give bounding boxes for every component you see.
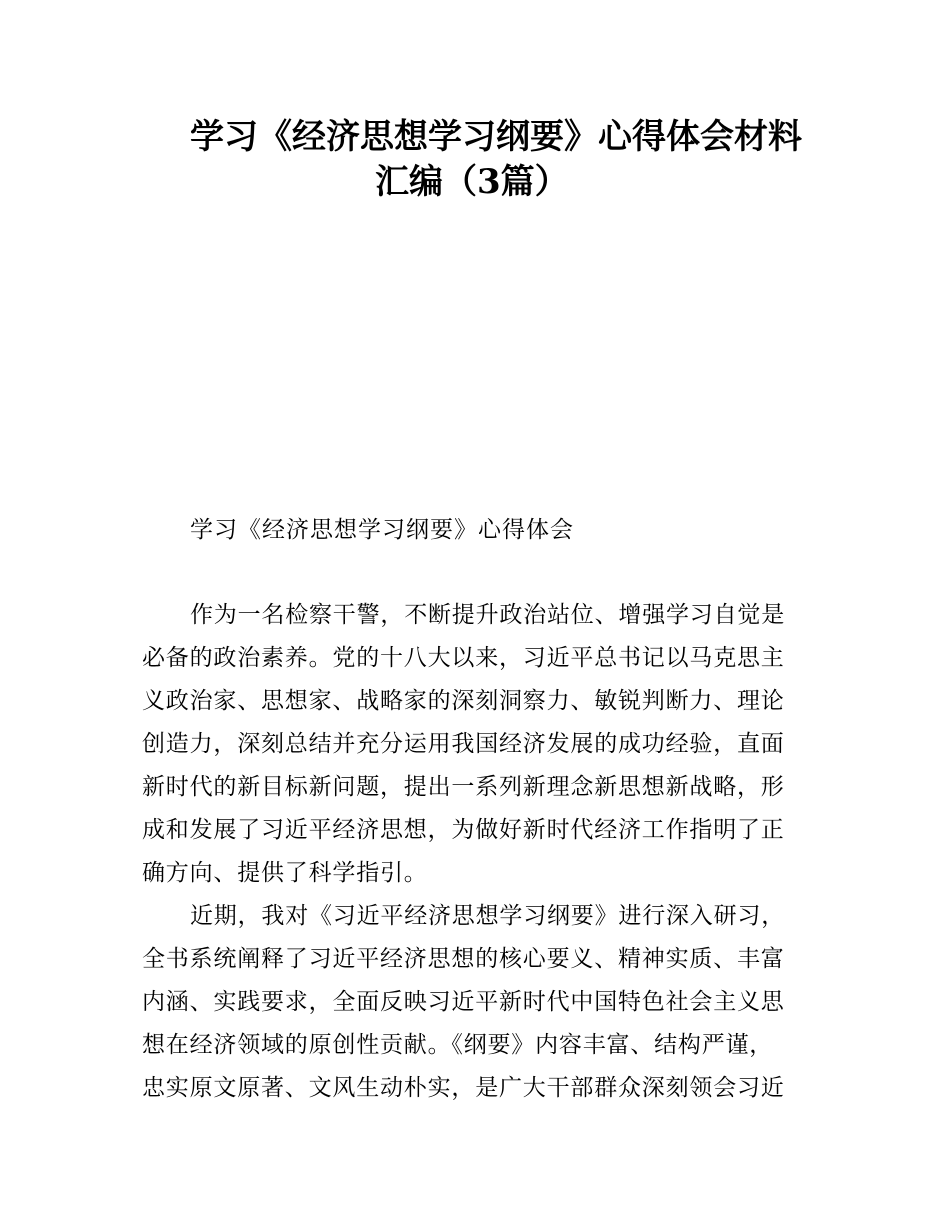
paragraph-line: 内涵、实践要求，全面反映习近平新时代中国特色社会主义思 [142,989,785,1015]
paragraph-line: 作为一名检察干警，不断提升政治站位、增强学习自觉是 [190,602,785,628]
paragraph-1 [142,594,810,895]
paragraph-line: 新时代的新目标新问题，提出一系列新理念新思想新战略，形 [142,774,785,800]
paragraph-line: 全书系统阐释了习近平经济思想的核心要义、精神实质、丰富 [142,946,785,972]
paragraph-line: 近期，我对《习近平经济思想学习纲要》进行深入研习， [190,903,785,929]
document-title-line-1: 学习《经济思想学习纲要》心得体会材料 [190,117,802,157]
document-title-line-2: 汇编（3篇） [375,162,569,202]
paragraph-line: 必备的政治素养。党的十八大以来，习近平总书记以马克思主 [142,645,785,671]
paragraph-line: 义政治家、思想家、战略家的深刻洞察力、敏锐判断力、理论 [142,688,785,714]
paragraph-line: 确方向、提供了科学指引。 [142,860,428,886]
paragraph-line: 创造力，深刻总结并充分运用我国经济发展的成功经验，直面 [142,731,785,757]
paragraph-line: 成和发展了习近平经济思想，为做好新时代经济工作指明了正 [142,817,785,843]
paragraph-2 [142,895,810,1110]
paragraph-line: 忠实原文原著、文风生动朴实，是广大干部群众深刻领会习近 [142,1075,785,1101]
section-title: 学习《经济思想学习纲要》心得体会 [190,517,574,543]
paragraph-line: 想在经济领域的原创性贡献。《纲要》内容丰富、结构严谨， [142,1032,774,1058]
